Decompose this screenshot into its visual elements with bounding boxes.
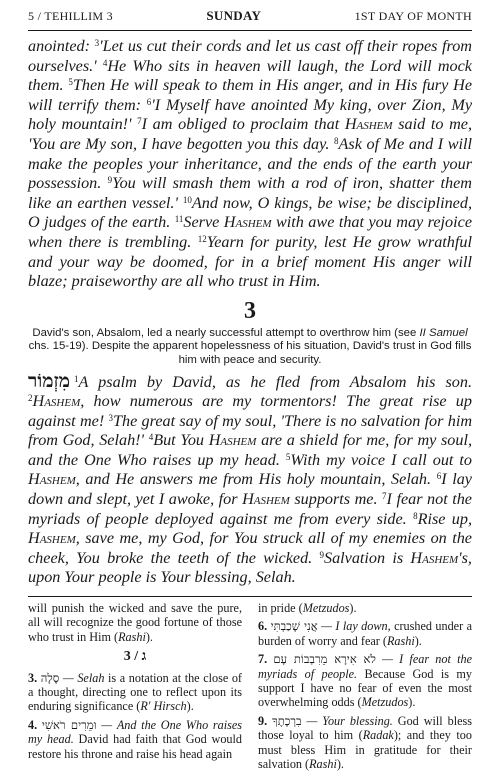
note-7: 7. לֹא אִירָא מֵרִבְבוֹת עָם — I fear not the myriads of people. Because God is my support I have no fear of even the most overwhelming odds (Metzudos). <box>258 652 472 710</box>
commentary-left-column <box>28 601 242 775</box>
commentary <box>28 601 472 775</box>
note-6: 6. אֲנִי שָׁכַבְתִּי — I lay down, crushed under a burden of worry and fear (Rashi). <box>258 619 472 648</box>
chapter-intro: David's son, Absalom, led a nearly successful attempt to overthrow him (see II Samuel chs. 15-19). Despite the apparent hopelessness of his situation, David's trust in God fills him with peace and security. <box>28 326 472 366</box>
note-4: 4. וּמֵרִים רֹאשִׁי — And the One Who raises my head. David had faith that God would restore his throne and raise his head again <box>28 717 243 761</box>
commentary-right-column <box>258 601 472 775</box>
psalm-3-text: מִזְמוֹר $^1$A psalm by David, as he fled from Absalom his son. $^2$Hashem, how numerous are my tormentors! The great rise up against me! $^3$The great say of my soul, 'There is no salvation for him from God, Selah!' $^4$But You Hashem are a shield for me, for my soul, and the One Who raises up my head. $^5$With my voice I call out to Hashem, and He answers me from His holy mountain, Selah. $^6$I lay down and slept, yet I awoke, for Hashem supports me. $^7$I fear not the myriads of people deployed against me from every side. $^8$Rise up, Hashem, save me, my God, for You struck all of my enemies on the cheek, You broke the teeth of the wicked. $^9$Salvation is Hashem's, upon Your people is Your blessing, Selah. <box>28 369 473 587</box>
psalm-2-continuation: anointed: $^3$'Let us cut their cords and let us cast off their ropes from ourselves.' $^4$He Who sits in heaven will laugh, the Lord will mock them. $^5$Then He will speak to them in His anger, and in His fury He will terrify them: $^6$'I Myself have anointed My king, over Zion, My holy mountain!' $^7$I am obliged to proclaim that Hashem said to me, 'You are My son, I have begotten you this day. $^8$Ask of Me and I will make the peoples your inheritance, and the ends of the earth your possession. $^9$You will smash them with a rod of iron, shatter them like an earthen vessel.' $^{10}$And now, O kings, be wise; be disciplined, O judges of the earth. $^{11}$Serve Hashem with awe that you may rejoice when there is trembling. $^{12}$Yearn for purity, lest He grow wrathful and your way be doomed, for in a brief moment His anger will blaze; praiseworthy are all who trust in Him. <box>28 37 473 291</box>
commentary-divider <box>28 596 472 597</box>
running-head-left: 5 / TEHILLIM 3 <box>28 9 113 23</box>
note-9: 9. בִרְכָתֶךָ — Your blessing. God will bless those loyal to him (Radak); and they too must bless Him in gratitude for their salvation (Rashi). <box>258 713 473 772</box>
chapter-number: 3 <box>244 297 256 324</box>
running-head <box>28 8 472 31</box>
note-4-continuation: in pride (Metzudos). <box>258 601 357 616</box>
commentary-section-header: 3 / ג <box>123 649 147 665</box>
note-3: 3. סֶלָה — Selah is a notation at the close of a thought, directing one to reflect upon its enduring significance (R' Hirsch). <box>28 670 242 714</box>
running-head-center: SUNDAY <box>206 8 262 23</box>
commentary-continuation: will punish the wicked and save the pure, all will recognize the good fortune of those who trust in Him (Rashi). <box>28 601 242 644</box>
hebrew-opening-word: מִזְמוֹר <box>28 369 71 392</box>
running-head-right: 1ST DAY OF MONTH <box>354 9 472 23</box>
